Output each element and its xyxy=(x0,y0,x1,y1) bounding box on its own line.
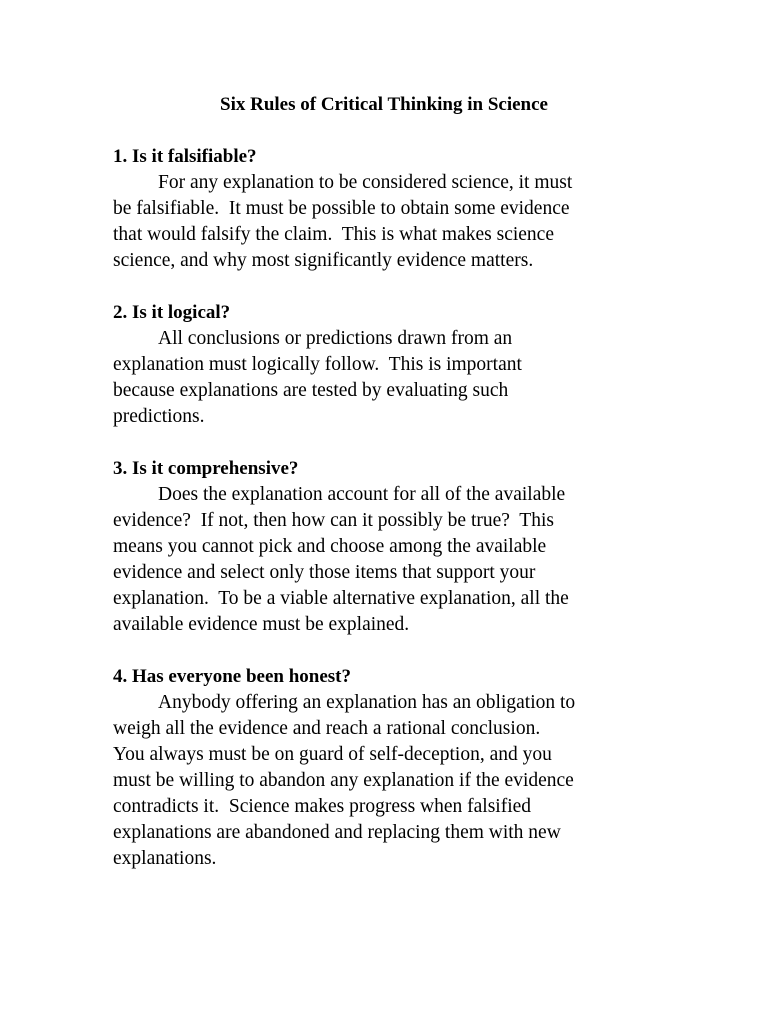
rule-heading: 4. Has everyone been honest? xyxy=(113,666,352,687)
rule-text-line: For any explanation to be considered science, it must xyxy=(158,172,573,193)
rule-text-line: must be willing to abandon any explanation if the evidence xyxy=(113,770,574,791)
rule-text-line: predictions. xyxy=(113,406,205,427)
rule-text-line: evidence and select only those items that support your xyxy=(113,562,536,583)
rule-section-3 xyxy=(113,456,653,638)
rule-text-line: explanations are abandoned and replacing them with new xyxy=(113,822,561,843)
rule-text-line: You always must be on guard of self-deception, and you xyxy=(113,744,552,765)
rule-section-4 xyxy=(113,664,653,872)
rule-text-line: Does the explanation account for all of the available xyxy=(158,484,566,505)
rule-text-line: explanations. xyxy=(113,848,217,869)
rule-text-line: Anybody offering an explanation has an obligation to xyxy=(158,692,576,713)
rule-text-line: that would falsify the claim. This is what makes science xyxy=(113,224,554,245)
rule-heading: 2. Is it logical? xyxy=(113,302,231,323)
rule-text-line: weigh all the evidence and reach a rational conclusion. xyxy=(113,718,541,739)
rule-text-line: explanation must logically follow. This is important xyxy=(113,354,522,375)
rule-text-line: evidence? If not, then how can it possibly be true? This xyxy=(113,510,554,531)
rule-section-1 xyxy=(113,144,653,274)
rule-text-line: available evidence must be explained. xyxy=(113,614,410,635)
rule-text-line: because explanations are tested by evaluating such xyxy=(113,380,509,401)
rule-text-line: be falsifiable. It must be possible to obtain some evidence xyxy=(113,198,570,219)
document-title: Six Rules of Critical Thinking in Science xyxy=(220,94,548,115)
rule-text-line: contradicts it. Science makes progress when falsified xyxy=(113,796,532,817)
rule-section-2 xyxy=(113,300,653,430)
rule-text-line: All conclusions or predictions drawn from an xyxy=(158,328,513,349)
rule-text-line: explanation. To be a viable alternative explanation, all the xyxy=(113,588,569,609)
rule-text-line: science, and why most significantly evidence matters. xyxy=(113,250,534,271)
rule-text-line: means you cannot pick and choose among the available xyxy=(113,536,547,557)
rule-heading: 3. Is it comprehensive? xyxy=(113,458,299,479)
rule-heading: 1. Is it falsifiable? xyxy=(113,146,257,167)
